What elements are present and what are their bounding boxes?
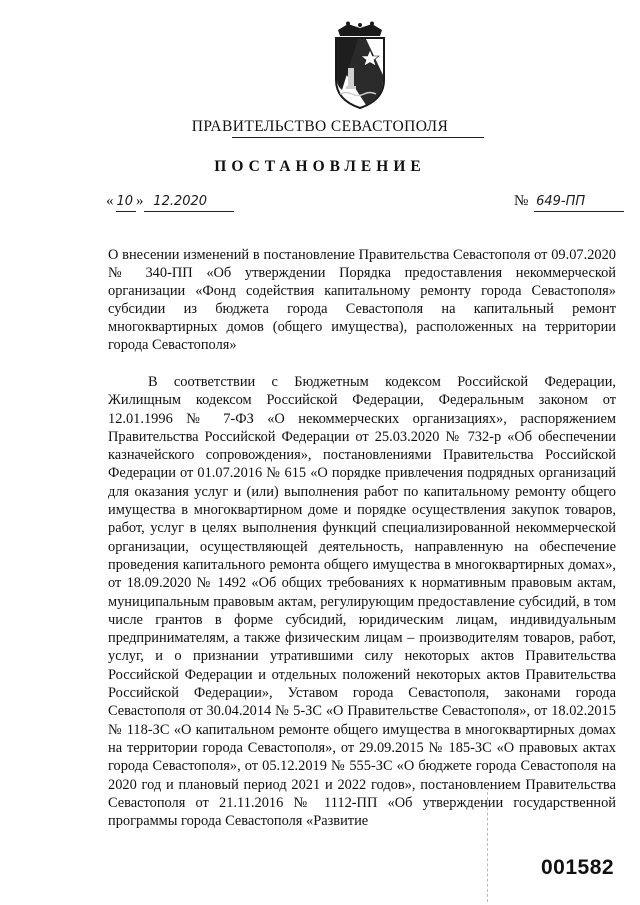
date-open-quote: « xyxy=(106,193,114,209)
date-day-underline xyxy=(116,211,136,212)
date-month-underline xyxy=(144,211,234,212)
date-day: 10 xyxy=(116,194,134,209)
number-sign: № xyxy=(514,193,529,209)
document-type-heading: ПОСТАНОВЛЕНИЕ xyxy=(214,158,426,175)
date-close-quote: » xyxy=(136,193,144,209)
document-subject: О внесении изменений в постановление Правительства Севастополя от 09.07.2020 № 340-ПП «Об утверждении Порядка предоставления некоммерческой организации «Фонд содействия капитальному ремонту города Севастополя» субсидии из бюджета города Севастополя на капитальный ремонт многоквартирных домов (общего имущества), расположенных на территории города Севастополя» xyxy=(108,247,616,353)
document-body-paragraph: В соответствии с Бюджетным кодексом Российской Федерации, Жилищным кодексом Российской Федерации, Федеральным законом от 12.01.1996 № 7-ФЗ «О некоммерческих организациях», распоряжением Правительства Российской Федерации от 25.03.2020 № 732-р «Об обеспечении казначейского сопровождения», постановлениями Правительства Российской Федерации от 01.07.2016 № 615 «О порядке привлечения подрядных организаций для оказания услуг и (или) выполнения работ по капитальному ремонту общего имущества в многоквартирном доме и порядке осуществления закупок товаров, работ, услуг в целях выполнения функций специализированной некоммерческой организации, осуществляющей деятельность, направленную на обеспечение проведения капитального ремонта общего имущества в многоквартирных домах», от 18.09.2020 № 1492 «Об общих требованиях к нормативным правовым актам, муниципальным правовым актам, регулирующим предоставление субсидий, в том числе грантов в форме субсидий, юридическим лицам, индивидуальным предпринимателям, а также физическим лицам – производителям товаров, работ, услуг, и о признании утратившими силу некоторых актов Правительства Российской Федерации и отдельных положений некоторых актов Правительства Российской Федерации», Уставом города Севастополя, законами города Севастополя от 30.04.2014 № 5-ЗС «О Правительстве Севастополя», от 18.02.2015 № 118-ЗС «О капитальном ремонте общего имущества в многоквартирных домах на территории города Севастополя», от 29.09.2015 № 185-ЗС «О правовых актах города Севастополя», от 05.12.2019 № 555-ЗС «О бюджете города Севастополя на 2020 год и плановый период 2021 и 2022 годов», постановлением Правительства Севастополя от 21.11.2016 № 1112-ПП «Об утверждении государственной программы города Севастополя «Развитие xyxy=(108,374,616,830)
title-underline xyxy=(232,137,484,138)
serial-number: 001582 xyxy=(541,856,615,879)
scan-fold-line xyxy=(487,782,488,902)
document-number xyxy=(514,193,624,215)
organization-title: ПРАВИТЕЛЬСТВО СЕВАСТОПОЛЯ xyxy=(191,118,449,135)
date-month-year: 12.2020 xyxy=(153,194,208,209)
coat-of-arms-icon xyxy=(318,20,402,112)
number-underline xyxy=(534,211,624,212)
number-value: 649-ПП xyxy=(536,194,586,209)
document-date xyxy=(106,193,234,215)
